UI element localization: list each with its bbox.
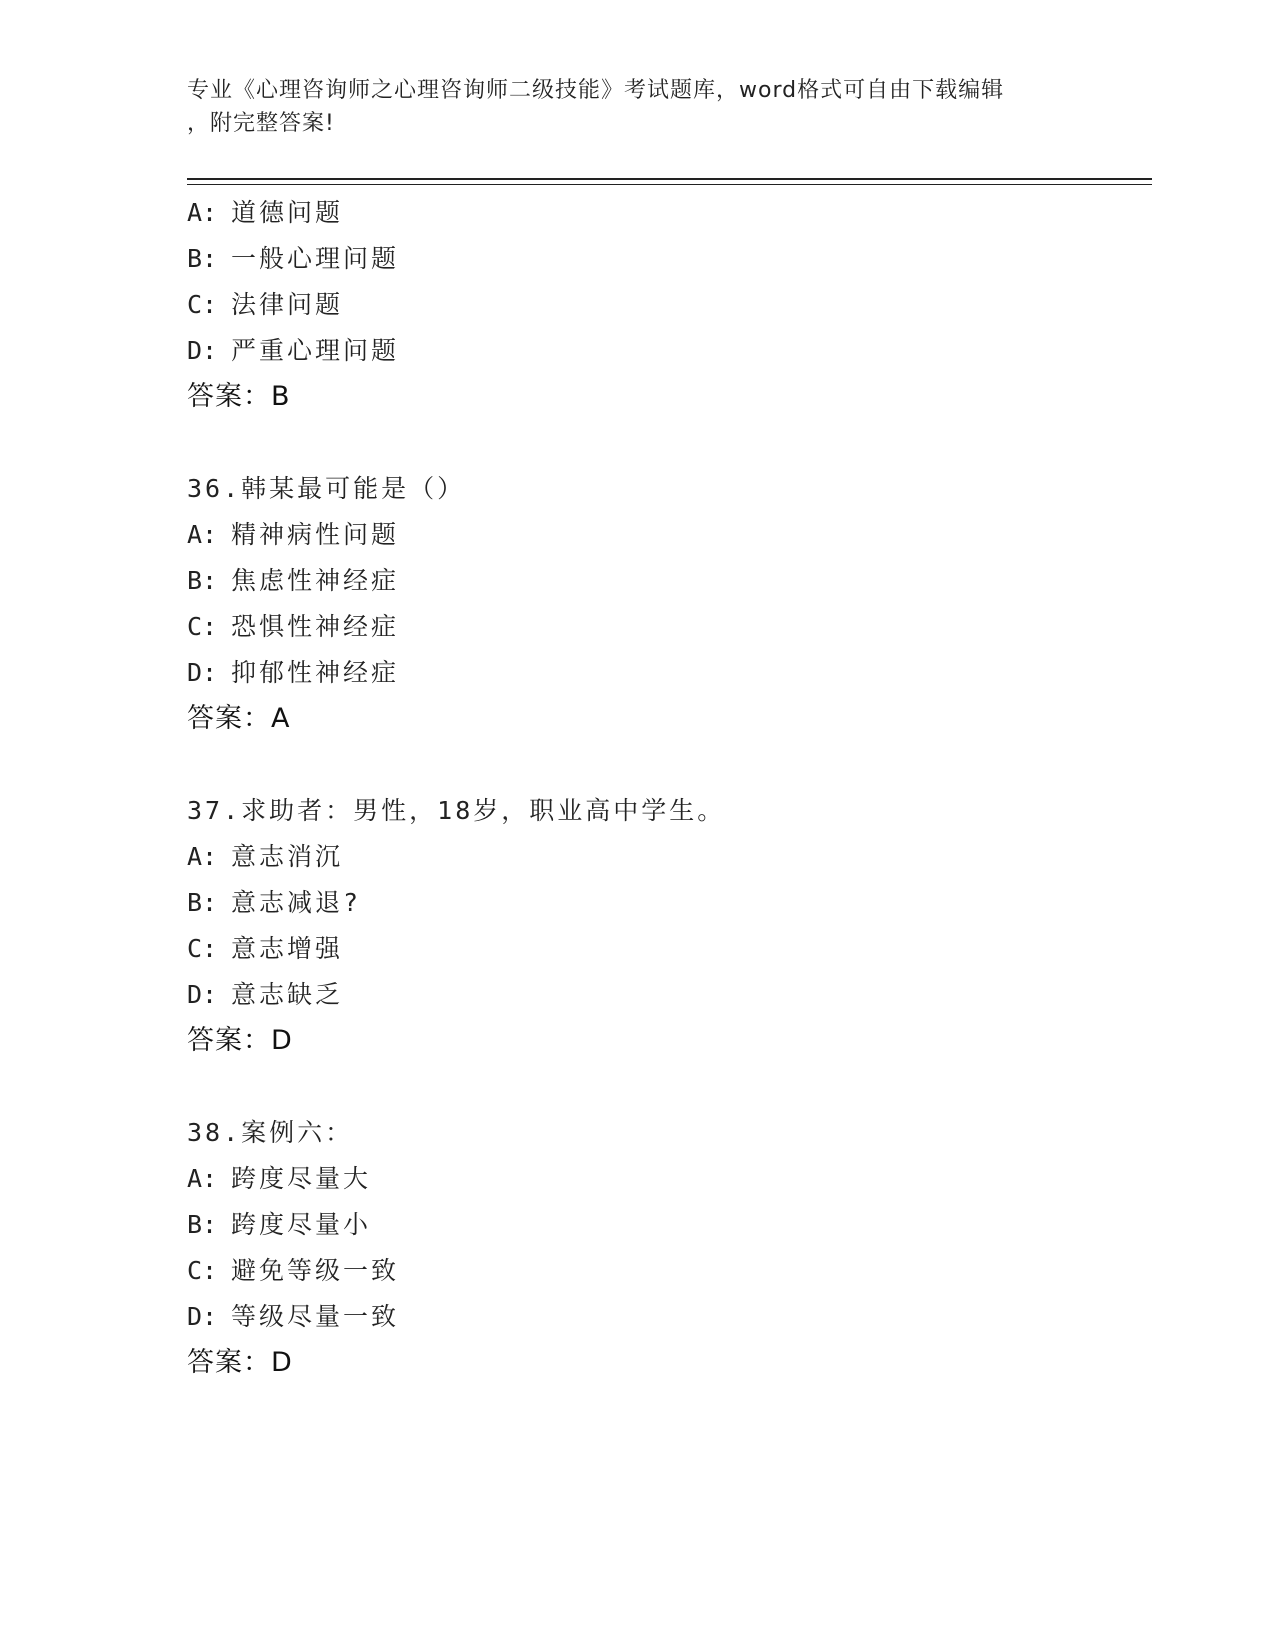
answer-line: 答案：D (187, 1025, 293, 1056)
option-letter: B: (187, 888, 218, 917)
option-letter: D: (187, 336, 218, 365)
option-letter: A: (187, 1164, 218, 1193)
header-divider-thin (187, 184, 1152, 185)
header-line-1: 专业《心理咨询师之心理咨询师二级技能》考试题库，word格式可自由下载编辑 (187, 78, 1005, 103)
question-block (187, 466, 1147, 742)
option-c (187, 926, 1147, 972)
option-text: 跨度尽量大 (231, 1164, 372, 1193)
option-c (187, 282, 1147, 328)
spacer (187, 742, 1147, 788)
option-text: 跨度尽量小 (231, 1210, 372, 1239)
option-c (187, 604, 1147, 650)
option-d (187, 650, 1147, 696)
option-letter: C: (187, 612, 218, 641)
spacer (187, 420, 1147, 466)
question-list (187, 190, 1147, 1386)
option-letter: B: (187, 1210, 218, 1239)
option-letter: D: (187, 980, 218, 1009)
question-block (187, 1110, 1147, 1386)
option-text: 意志减退? (231, 888, 362, 917)
option-letter: A: (187, 198, 218, 227)
option-letter: A: (187, 520, 218, 549)
option-a (187, 834, 1147, 880)
option-letter: C: (187, 1256, 218, 1285)
option-b (187, 558, 1147, 604)
option-letter: D: (187, 1302, 218, 1331)
option-letter: B: (187, 244, 218, 273)
option-d (187, 1294, 1147, 1340)
document-header (187, 74, 1087, 140)
option-letter: C: (187, 934, 218, 963)
answer-line: 答案：B (187, 381, 291, 412)
option-b (187, 236, 1147, 282)
answer-line: 答案：D (187, 1347, 293, 1378)
question-block (187, 788, 1147, 1064)
option-letter: D: (187, 658, 218, 687)
option-a (187, 1156, 1147, 1202)
option-text: 避免等级一致 (231, 1256, 400, 1285)
option-a (187, 512, 1147, 558)
option-text: 一般心理问题 (231, 244, 400, 273)
option-b (187, 1202, 1147, 1248)
question-title: 36.韩某最可能是（） (187, 474, 466, 503)
option-text: 抑郁性神经症 (231, 658, 400, 687)
question-title: 38.案例六： (187, 1118, 354, 1147)
answer-line: 答案：A (187, 703, 291, 734)
spacer (187, 1064, 1147, 1110)
option-d (187, 328, 1147, 374)
question-block (187, 190, 1147, 420)
option-text: 意志消沉 (231, 842, 344, 871)
option-letter: B: (187, 566, 218, 595)
option-c (187, 1248, 1147, 1294)
option-text: 道德问题 (231, 198, 344, 227)
question-title: 37.求助者：男性，18岁，职业高中学生。 (187, 796, 726, 825)
option-text: 等级尽量一致 (231, 1302, 400, 1331)
option-b (187, 880, 1147, 926)
option-text: 意志缺乏 (231, 980, 344, 1009)
header-divider-thick (187, 178, 1152, 180)
option-letter: A: (187, 842, 218, 871)
option-text: 严重心理问题 (231, 336, 400, 365)
option-text: 恐惧性神经症 (231, 612, 400, 641)
option-text: 焦虑性神经症 (231, 566, 400, 595)
option-text: 法律问题 (231, 290, 344, 319)
option-text: 意志增强 (231, 934, 344, 963)
option-text: 精神病性问题 (231, 520, 400, 549)
option-a (187, 190, 1147, 236)
option-letter: C: (187, 290, 218, 319)
option-d (187, 972, 1147, 1018)
header-line-2: ，附完整答案! (187, 111, 335, 136)
